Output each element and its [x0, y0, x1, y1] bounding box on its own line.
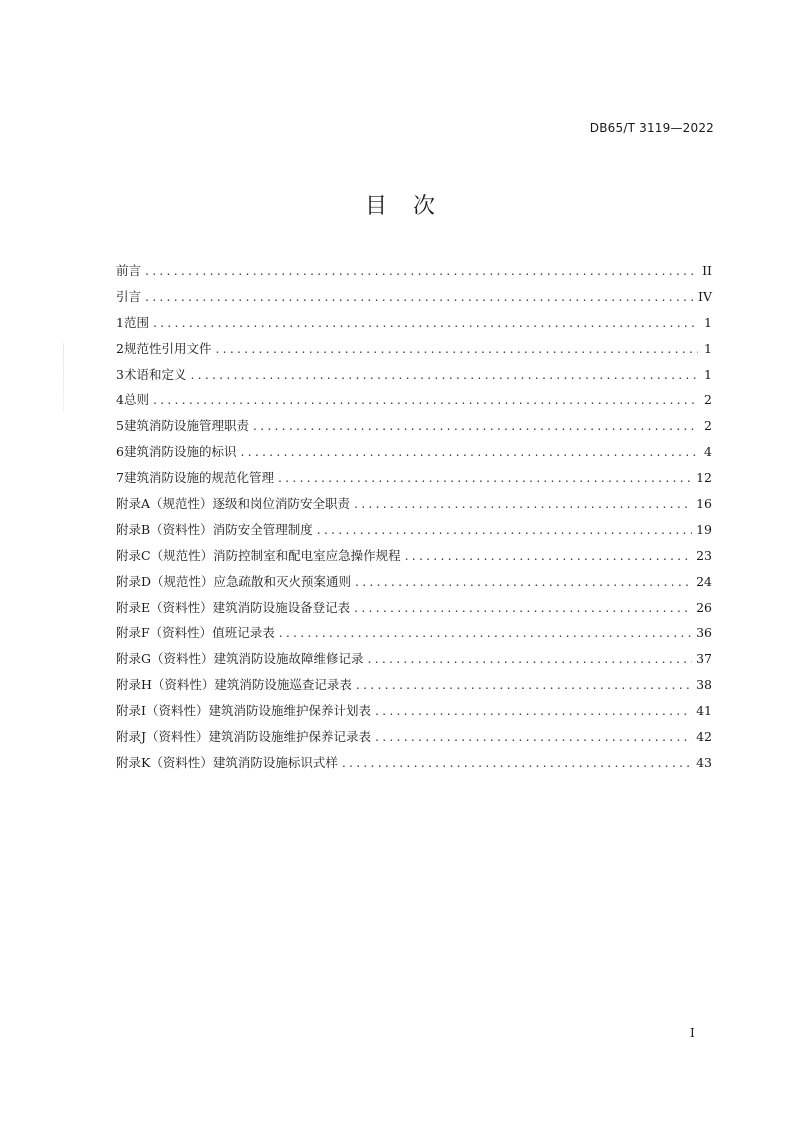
toc-dot-leader — [240, 439, 698, 465]
page-number: I — [690, 1026, 695, 1040]
toc-entry-title: 引言 — [116, 288, 142, 304]
appendix-title: 逐级和岗位消防安全职责 — [212, 496, 351, 512]
appendix-label: 附录A（规范性） — [116, 496, 213, 512]
table-of-contents — [116, 258, 712, 776]
appendix-title: 建筑消防设施设备登记表 — [212, 599, 351, 615]
appendix-label: 附录G（资料性） — [116, 651, 214, 667]
toc-entry-number: 7 — [116, 470, 124, 486]
toc-entry-page: 1 — [704, 314, 712, 330]
toc-entry[interactable] — [116, 336, 712, 362]
toc-entry-page: 2 — [704, 418, 712, 434]
toc-entry[interactable] — [116, 439, 712, 465]
page-title: 目次 — [364, 194, 461, 219]
toc-dot-leader — [253, 413, 698, 439]
appendix-label: 附录H（资料性） — [116, 677, 215, 693]
toc-entry-number: 5 — [116, 418, 124, 434]
document-code: DB65/T 3119—2022 — [589, 121, 714, 135]
appendix-title: 建筑消防设施故障维修记录 — [213, 651, 364, 667]
toc-dot-leader — [356, 672, 692, 698]
toc-dot-leader — [279, 620, 692, 646]
appendix-page: 24 — [696, 573, 712, 589]
toc-dot-leader — [278, 465, 692, 491]
appendix-title: 建筑消防设施维护保养记录表 — [208, 729, 372, 745]
appendix-page: 36 — [696, 625, 712, 641]
toc-dot-leader — [368, 646, 693, 672]
toc-appendix-entry[interactable] — [116, 569, 712, 595]
toc-entry-number: 1 — [116, 314, 124, 330]
toc-entry-number: 6 — [116, 444, 124, 460]
appendix-page: 37 — [696, 651, 712, 667]
appendix-page: 16 — [696, 496, 712, 512]
toc-entry[interactable] — [116, 387, 712, 413]
toc-entry[interactable] — [116, 465, 712, 491]
toc-dot-leader — [342, 750, 692, 776]
toc-entry-title: 范围 — [123, 314, 149, 330]
toc-entry-page: 1 — [704, 340, 712, 356]
appendix-label: 附录I（资料性） — [116, 703, 209, 719]
toc-entry-title: 建筑消防设施管理职责 — [123, 418, 249, 434]
appendix-title: 消防安全管理制度 — [212, 521, 313, 537]
toc-entry-title: 建筑消防设施的规范化管理 — [123, 470, 274, 486]
toc-entry[interactable] — [116, 284, 712, 310]
toc-appendix-entry[interactable] — [116, 620, 712, 646]
toc-entry[interactable] — [116, 310, 712, 336]
toc-entry-title: 术语和定义 — [123, 366, 187, 382]
toc-appendix-entry[interactable] — [116, 750, 712, 776]
toc-dot-leader — [354, 491, 692, 517]
appendix-page: 26 — [696, 599, 712, 615]
toc-dot-leader — [145, 258, 698, 284]
toc-dot-leader — [153, 387, 698, 413]
toc-dot-leader — [354, 595, 692, 621]
toc-dot-leader — [317, 517, 692, 543]
toc-appendix-entry[interactable] — [116, 724, 712, 750]
appendix-title: 建筑消防设施巡查记录表 — [214, 677, 352, 693]
toc-dot-leader — [145, 284, 694, 310]
toc-entry-page: II — [702, 263, 712, 278]
toc-entry[interactable] — [116, 413, 712, 439]
toc-appendix-entry[interactable] — [116, 517, 712, 543]
appendix-title: 值班记录表 — [212, 625, 275, 641]
toc-appendix-entry[interactable] — [116, 672, 712, 698]
toc-entry-page: IV — [698, 288, 712, 304]
toc-dot-leader — [375, 724, 692, 750]
toc-appendix-entry[interactable] — [116, 543, 712, 569]
toc-entry-title: 前言 — [116, 263, 142, 278]
appendix-label: 附录B（资料性） — [116, 521, 213, 537]
toc-entry-page: 12 — [696, 470, 712, 486]
toc-dot-leader — [375, 698, 692, 724]
toc-entry-number: 2 — [116, 340, 124, 356]
appendix-label: 附录D（规范性） — [116, 573, 214, 589]
toc-entry-page: 1 — [704, 366, 712, 382]
toc-entry-title: 建筑消防设施的标识 — [123, 444, 237, 460]
appendix-page: 41 — [696, 703, 712, 719]
appendix-label: 附录E（资料性） — [116, 599, 213, 615]
appendix-page: 38 — [696, 677, 712, 693]
toc-appendix-entry[interactable] — [116, 646, 712, 672]
toc-dot-leader — [153, 310, 698, 336]
toc-entry-page: 4 — [704, 444, 712, 460]
toc-entry-title: 规范性引用文件 — [123, 340, 212, 356]
toc-dot-leader — [355, 569, 692, 595]
appendix-title: 消防控制室和配电室应急操作规程 — [213, 547, 401, 563]
toc-entry-number: 3 — [116, 366, 124, 382]
appendix-label: 附录F（资料性） — [116, 625, 213, 641]
toc-entry[interactable] — [116, 258, 712, 284]
toc-appendix-entry[interactable] — [116, 698, 712, 724]
scan-margin-mark — [63, 343, 64, 413]
appendix-page: 43 — [696, 754, 712, 770]
appendix-title: 建筑消防设施维护保养计划表 — [208, 703, 371, 719]
toc-entry-number: 4 — [116, 392, 124, 408]
appendix-title: 建筑消防设施标识式样 — [212, 754, 338, 770]
toc-entry-title: 总则 — [123, 392, 149, 408]
appendix-page: 42 — [696, 729, 712, 745]
appendix-label: 附录C（规范性） — [116, 547, 214, 563]
appendix-page: 23 — [696, 547, 712, 563]
toc-appendix-entry[interactable] — [116, 595, 712, 621]
toc-dot-leader — [215, 336, 698, 362]
toc-entry[interactable] — [116, 362, 712, 388]
toc-entry-page: 2 — [704, 392, 712, 408]
toc-appendix-entry[interactable] — [116, 491, 712, 517]
toc-dot-leader — [190, 362, 698, 388]
appendix-title: 应急疏散和灭火预案通则 — [213, 573, 352, 589]
appendix-label: 附录J（资料性） — [116, 729, 209, 745]
appendix-page: 19 — [696, 521, 712, 537]
toc-dot-leader — [405, 543, 693, 569]
appendix-label: 附录K（资料性） — [116, 754, 213, 770]
